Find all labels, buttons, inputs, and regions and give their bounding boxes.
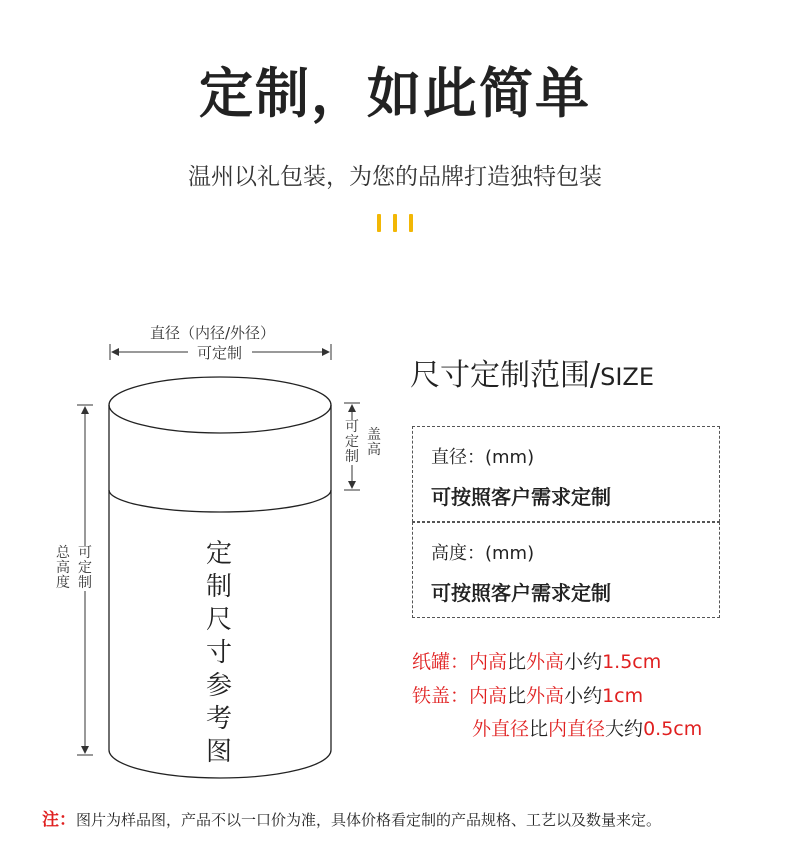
page-subtitle: 温州以礼包装，为您的品牌打造独特包装 xyxy=(188,164,602,190)
size-range-title xyxy=(410,356,654,397)
note-prefix: 纸罐： xyxy=(412,651,470,673)
lid-height-label: 盖高 xyxy=(367,427,381,458)
footer-note xyxy=(42,808,661,832)
page-title: 定制，如此简单 xyxy=(199,62,591,125)
size-box-value: 可按照客户需求定制 xyxy=(431,485,611,509)
total-custom-label: 可定制 xyxy=(78,545,92,591)
lid-custom-label: 可定制 xyxy=(345,419,359,465)
size-range-title-cn: 尺寸定制范围/ xyxy=(410,358,601,393)
note-iron-lid xyxy=(412,684,643,708)
note-term: 外直径 xyxy=(472,718,530,740)
note-number: 1cm xyxy=(602,685,644,707)
note-term: 内直径 xyxy=(548,718,606,740)
size-range-title-en: SIZE xyxy=(600,363,655,391)
note-term: 内高 xyxy=(469,651,508,673)
note-text: 小约 xyxy=(564,651,603,673)
size-box-diameter xyxy=(412,426,720,522)
size-box-label: 直径：(mm) xyxy=(431,447,535,468)
diameter-custom-label: 可定制 xyxy=(197,344,243,362)
size-box-height xyxy=(412,522,720,618)
accent-bar xyxy=(409,214,413,232)
note-term: 内高 xyxy=(469,685,508,707)
diameter-label: 直径（内径/外径） xyxy=(150,324,276,342)
note-text: 大约 xyxy=(605,718,644,740)
note-text: 比 xyxy=(507,651,527,673)
total-height-label: 总高度 xyxy=(56,545,70,591)
note-term: 外高 xyxy=(526,685,565,707)
note-text: 比 xyxy=(507,685,527,707)
note-number: 0.5cm xyxy=(643,718,703,740)
size-box-value: 可按照客户需求定制 xyxy=(431,581,611,605)
can-diagram xyxy=(0,0,400,800)
can-drawing xyxy=(0,0,400,800)
note-prefix: 铁盖： xyxy=(412,685,470,707)
note-paper-can xyxy=(412,650,661,674)
note-term: 外高 xyxy=(526,651,565,673)
note-text: 小约 xyxy=(564,685,603,707)
size-box-label: 高度：(mm) xyxy=(431,543,535,564)
footer-label: 注： xyxy=(42,810,76,830)
footer-text: 图片为样品图，产品不以一口价为准，具体价格看定制的产品规格、工艺以及数量来定。 xyxy=(76,811,662,829)
note-diameter xyxy=(472,717,702,741)
note-number: 1.5cm xyxy=(602,651,662,673)
note-text: 比 xyxy=(529,718,549,740)
can-reference-text: 定制尺寸参考图 xyxy=(205,539,232,767)
